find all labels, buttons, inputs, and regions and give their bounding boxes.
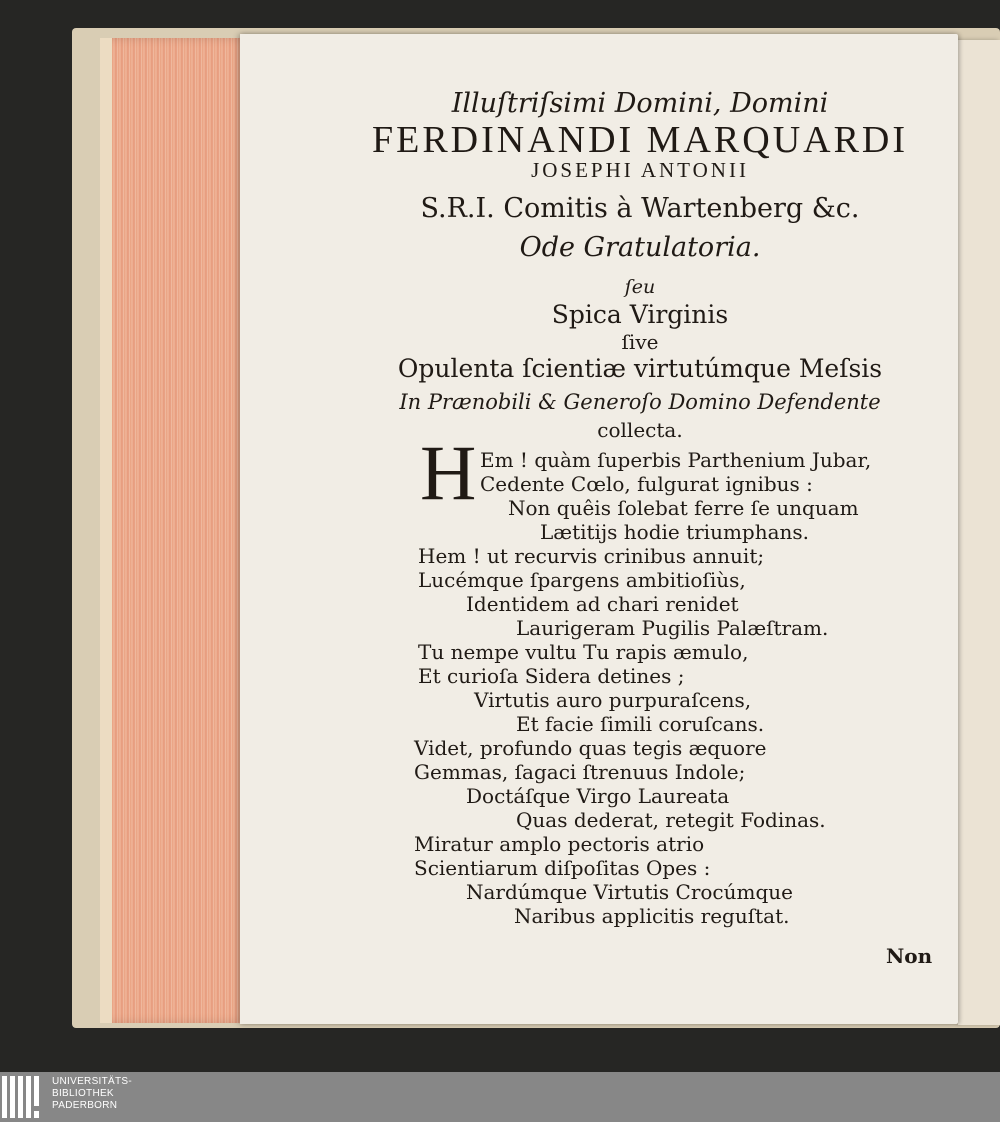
poem-line: Identidem ad chari renidet: [466, 592, 739, 616]
title-line-9: Opulenta ſcientiæ virtutúmque Meſsis: [397, 354, 883, 383]
title-line-7: Spica Virginis: [551, 300, 729, 329]
facing-page-edge: [958, 40, 1000, 1025]
poem-line: Gemmas, ſagaci ſtrenuus Indole;: [414, 760, 746, 784]
poem-line: Et facie ſimili coruſcans.: [516, 712, 765, 736]
poem-line: Miratur amplo pectoris atrio: [414, 832, 705, 856]
poem-line: Scientiarum diſpoſitas Opes :: [414, 856, 711, 880]
poem-line: Quas dederat, retegit Fodinas.: [516, 808, 826, 832]
library-logo-icon: [2, 1076, 46, 1118]
poem-line: Videt, profundo quas tegis æquore: [414, 736, 767, 760]
catchword: Non: [886, 944, 933, 968]
title-line-4: S.R.I. Comitis à Wartenberg &c.: [420, 193, 860, 224]
poem-line: Et curioſa Sidera detines ;: [418, 664, 685, 688]
poem-line: Doctáſque Virgo Laureata: [466, 784, 730, 808]
poem-line: Hem ! ut recurvis crinibus annuit;: [418, 544, 765, 568]
page-edges: [100, 38, 250, 1023]
poem-line: Virtutis auro purpuraſcens,: [474, 688, 752, 712]
poem-line: Naribus applicitis reguſtat.: [514, 904, 790, 928]
poem-line: Em ! quàm ſuperbis Parthenium Jubar,: [480, 448, 872, 472]
title-line-2: FERDINANDI MARQUARDI: [371, 119, 909, 161]
library-name-line: BIBLIOTHEK: [52, 1088, 114, 1099]
title-line-8: ſive: [621, 330, 659, 354]
drop-cap: H: [420, 429, 477, 516]
poem-line: Nardúmque Virtutis Crocúmque: [466, 880, 794, 904]
title-line-5: Ode Gratulatoria.: [519, 232, 761, 263]
footer-bar: [0, 1072, 1000, 1122]
library-name-line: PADERBORN: [52, 1100, 118, 1111]
poem-line: Tu nempe vultu Tu rapis æmulo,: [418, 640, 749, 664]
library-name-line: UNIVERSITÄTS-: [52, 1076, 133, 1087]
poem-line: Laurigeram Pugilis Palæſtram.: [516, 616, 829, 640]
poem-line: Lucémque ſpargens ambitioſiùs,: [418, 568, 746, 592]
poem-line: Non quêis ſolebat ferre ſe unquam: [508, 496, 859, 520]
title-line-6: ſeu: [624, 276, 656, 298]
poem-line: Cedente Cœlo, fulgurat ignibus :: [480, 472, 813, 496]
title-line-11: collecta.: [597, 418, 683, 442]
title-line-1: Illuſtriſsimi Domini, Domini: [451, 88, 829, 119]
poem-line: Lætitijs hodie triumphans.: [540, 520, 810, 544]
title-line-3: JOSEPHI ANTONII: [531, 158, 749, 182]
title-line-10: In Prænobili & Generoſo Domino Defendente: [399, 390, 881, 414]
